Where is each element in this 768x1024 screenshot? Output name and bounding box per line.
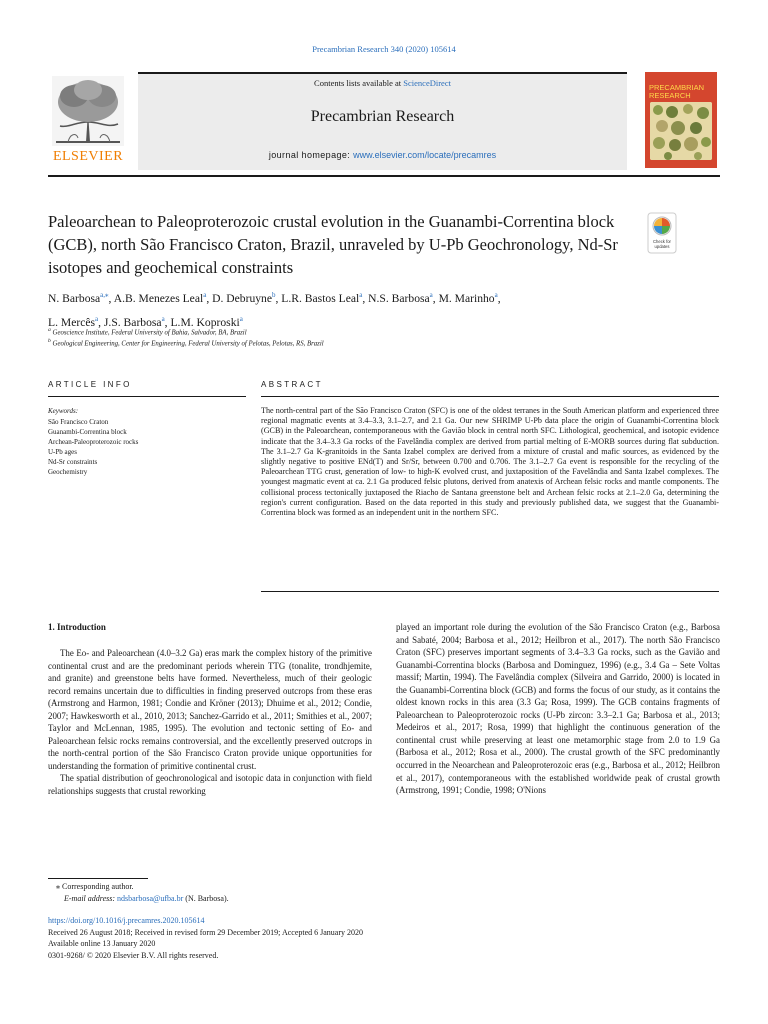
contents-line	[138, 78, 627, 88]
author[interactable]: N. Barbosa$^{a,⁎}$	[48, 291, 109, 305]
author-list: N. Barbosa$^{a,⁎}$, A.B. Menezes Leal$^a$, D. Debruyne$^b$, L.R. Bastos Leal$^a$, N.S. Barbosa$^a$, M. Marinho$^a$, L. Mercês$^a$, J.S. Barbosa$^a$, L.M. Koproski$^a$	[48, 291, 501, 329]
cover-artwork	[650, 102, 712, 160]
author[interactable]: L. Mercês$^a$	[48, 314, 99, 329]
affiliation-b: $^b$ Geological Engineering, Center for Engineering, Federal University of Pelotas, Pelotas, RS, Brazil	[48, 338, 324, 348]
author[interactable]: L.R. Bastos Leal$^a$	[281, 291, 363, 305]
keyword: U-Pb ages	[48, 448, 77, 456]
body-paragraph: played an important role during the evolution of the São Francisco Craton (e.g., Barbosa and Sabaté, 2004; Barbosa et al., 2012; Heilbron et al., 2017). The north São Francisco Craton (SFC) preserves important segments of 3.4–3.3 Ga rocks, such as the Gavião and Guanambi-Correntina blocks (Barbosa and Dominguez, 1996) (e.g., 3.4 Ga – Sete Voltas massif; Martin, 1994). The Favelândia complex (Silveira and Garrido, 2000) is located in the Guanambi-Correntina block (GCB) and forms the focus of our study, as it contains the oldest known rocks in this area (3.3 Ga; Rosa, 1999). The GCB contains fragments of Paleoarchean to Paleoproterozoic rocks (U-Pb zircon: 3.3–2.1 Ga; Barbosa et al., 2013; Medeiros et al., 2017; Rosa, 1999) that highlight the continuous generation of the continental crust while preserving at least one metamorphic stage from 2.0 to 1.9 Ga (Barbosa et al., 2012; Rosa et al., 2000). The crustal growth of the SFC predominantly occurred in the Neoarchean and Paleoproterozoic eras (e.g., Barbosa et al., 2012; Heilbron et al., 2017), contemporaneous with the established worldwide peak of crustal growth (Armstrong, 1991; Condie, 1998; O'Nions	[396, 622, 720, 796]
corresponding-author-note: ⁎ Corresponding author.	[56, 882, 134, 891]
section-heading-introduction: 1. Introduction	[48, 622, 106, 632]
elsevier-wordmark[interactable]: ELSEVIER	[52, 149, 124, 164]
svg-text:updates: updates	[654, 244, 670, 249]
abstract-bottom-rule	[261, 591, 719, 592]
body-column-left	[48, 647, 372, 798]
author[interactable]: N.S. Barbosa$^a$	[368, 291, 433, 305]
header-rule	[48, 175, 720, 177]
body-column-right	[396, 621, 720, 797]
svg-text:Check for: Check for	[653, 239, 671, 244]
abstract-heading: ABSTRACT	[261, 380, 323, 389]
keyword: Guanambi-Correntina block	[48, 428, 127, 436]
homepage-label: journal homepage:	[268, 150, 354, 160]
article-info-heading: ARTICLE INFO	[48, 380, 132, 389]
available-online: Available online 13 January 2020	[48, 939, 156, 948]
journal-reference[interactable]: Precambrian Research 340 (2020) 105614	[312, 44, 456, 54]
copyright: 0301-9268/ © 2020 Elsevier B.V. All rights reserved.	[48, 950, 219, 960]
body-paragraph: The Eo- and Paleoarchean (4.0–3.2 Ga) eras mark the complex history of the primitive continental crust and are the predominant periods wherein TTG (tonalite, trondhjemite, and granite) and greenstone belts have formed. Nevertheless, much of their geologic record remains uncertain due to difficulties in finding preserved outcrops from these eras (Armstrong and Harmon, 1981; Condie and Kröner (2013); Dhuime et al., 2012; Condie, 2007; Hawkesworth et al., 2010, 2013; Sanchez-Garrido et al., 2011; Smithies et al., 2007; Taylor and McLennan, 1985, 1995). The evolution and tectonic setting of Eo- and Paleoarchean felsic rocks remains controversial, and the excellently preserved outcrops in the north-central portion of the São Francisco Craton provide unique opportunities for understanding the formation of primitive continental crust.	[48, 648, 372, 771]
journal-homepage	[138, 150, 627, 160]
email-link[interactable]: ndsbarbosa@ufba.br	[117, 894, 184, 903]
affiliation-a: $^a$ Geoscience Institute, Federal University of Bahia, Salvador, BA, Brazil	[48, 327, 247, 337]
footnote-rule	[48, 878, 148, 879]
cover-title: PRECAMBRIAN RESEARCH	[649, 83, 705, 100]
email-line	[64, 894, 229, 903]
article-info-rule	[48, 396, 246, 397]
body-paragraph: The spatial distribution of geochronological and isotopic data in conjunction with field relationships suggests that crustal reworking	[48, 773, 372, 797]
keywords-label: Keywords:	[48, 407, 79, 415]
contents-prefix: Contents lists available at	[314, 78, 404, 88]
homepage-link[interactable]: www.elsevier.com/locate/precamres	[353, 150, 497, 160]
sciencedirect-link[interactable]: ScienceDirect	[403, 78, 451, 88]
journal-name: Precambrian Research	[310, 108, 455, 125]
keyword: Nd-Sr constraints	[48, 458, 98, 466]
author[interactable]: D. Debruyne$^b$	[212, 291, 276, 305]
abstract-text: The north-central part of the São Francisco Craton (SFC) is one of the oldest terranes in the South American platform and experienced three regional magmatic events at 3.4–3.3, 3.1–2.7, and 2.1 Ga. Our new SHRIMP U-Pb data place the origin of Guanambi-Correntina block (GCB) in the Paleoarchean, contemporaneous with the Gavião block in central north SFC. Lithological, geochemical, and isotopic evidence indicate that the 3.4–3.3 Ga rocks of the Favelândia complex are derived from partial melting of E-MORB sources during flat subduction. The 3.1–2.7 Ga K-granitoids in the Santa Izabel complex are derived from a mixture of crustal and mafic sources, as evidenced by the slightly negative to positive ENd(T) and Sr/Sr, between 0.700 and 0.706. The 3.1–2.7 Ga event is responsible for the recycling of the Paleoarchean TTG crust, generation of low- to high-K evolved crust, and juxtaposition of the Favelândia and Santa Izabel complexes. The youngest magmatic event at ca. 2.1 Ga produced felsic plutons, derived from anatexis of Archean felsic rocks and mantle components. The collisional process tectonically juxtaposed the Riacho de Santana greenstone belt and Archean felsic rocks at 2.1–2.0 Ga, determining the region's current configuration. Based on the data reported in this study and previously published data, we suggest that the Guanambi-Correntina block was formed as an independent unit in the northern SFC.	[261, 406, 719, 518]
keyword: Archean-Paleoproterozoic rocks	[48, 438, 139, 446]
abstract-rule	[261, 396, 719, 397]
author[interactable]: A.B. Menezes Leal$^a$	[113, 291, 207, 305]
author[interactable]: J.S. Barbosa$^a$	[103, 314, 165, 329]
keyword: Geochemistry	[48, 468, 88, 476]
article-title: Paleoarchean to Paleoproterozoic crustal evolution in the Guanambi-Correntina block (GCB), north São Francisco Craton, Brazil, unraveled by U-Pb Geochronology, Nd-Sr isotopes and geochemical constraints	[48, 212, 618, 277]
author[interactable]: M. Marinho$^a$	[438, 291, 498, 305]
history-dates: Received 26 August 2018; Received in revised form 29 December 2019; Accepted 6 January 2020	[48, 927, 364, 937]
author[interactable]: L.M. Koproski$^a$	[170, 314, 243, 329]
keywords-list	[48, 417, 138, 477]
email-label: E-mail address:	[64, 894, 118, 903]
email-suffix: (N. Barbosa).	[183, 894, 229, 903]
publication-info	[48, 915, 363, 961]
crossmark-icon[interactable]	[647, 212, 677, 254]
doi-link[interactable]: https://doi.org/10.1016/j.precamres.2020.105614	[48, 916, 205, 925]
keyword: São Francisco Craton	[48, 418, 109, 426]
